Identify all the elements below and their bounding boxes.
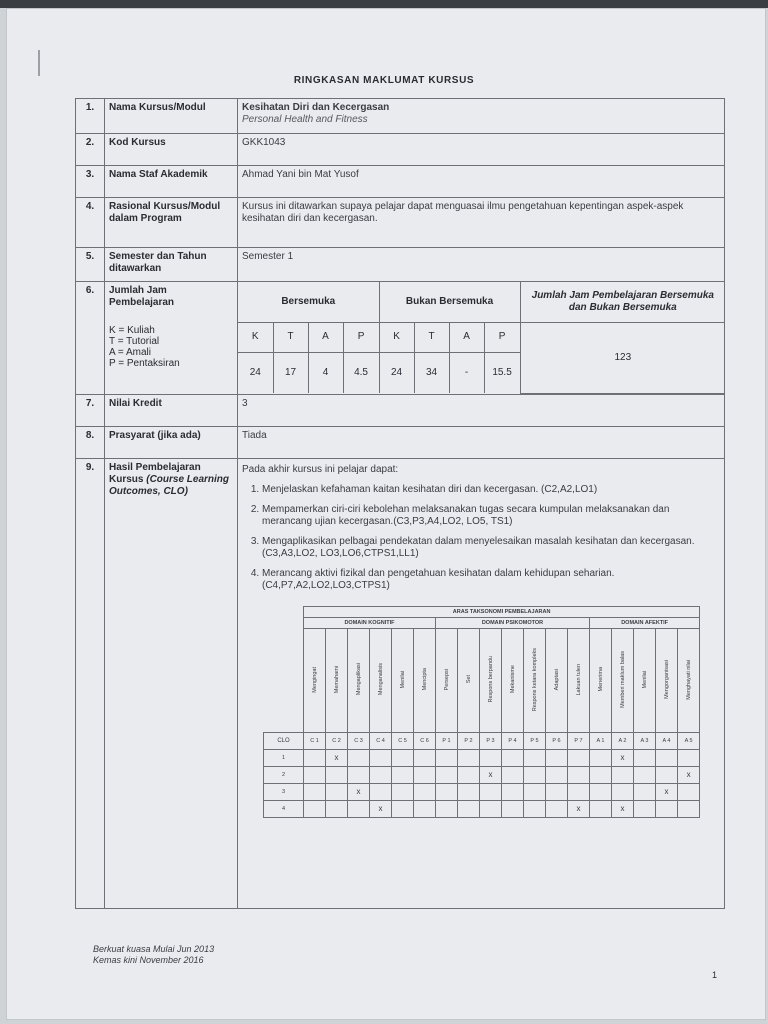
course-info-table [75,98,725,909]
taxonomy-mark [414,750,436,767]
col-header: T [414,322,449,352]
taxonomy-mark [370,767,392,784]
academic-staff: Ahmad Yani bin Mat Yusof [238,166,725,198]
taxonomy-mark [348,767,370,784]
taxonomy-level: Menghayati nilai [678,629,700,733]
taxonomy-mark [678,750,700,767]
taxonomy-level: Mengorganisasi [656,629,678,733]
taxonomy-mark [392,767,414,784]
taxonomy-row [264,801,700,818]
taxonomy-mark [546,784,568,801]
taxonomy-mark [436,801,458,818]
taxonomy-mark [304,801,326,818]
taxonomy-mark [524,750,546,767]
taxonomy-mark [458,750,480,767]
taxonomy-mark: x [348,784,370,801]
taxonomy-level: Mekanisme [502,629,524,733]
row-number: 1. [76,99,105,134]
legend-item: P = Pentaksiran [109,358,180,369]
total-hours: 123 [520,322,725,393]
taxonomy-level: Memberi maklum balas [612,629,634,733]
domain-cognitive: DOMAIN KOGNITIF [304,618,436,629]
course-code: GKK1043 [238,134,725,166]
row-number: 9. [76,459,105,909]
taxonomy-mark: x [678,767,700,784]
col-header: T [273,322,308,352]
taxonomy-mark [392,801,414,818]
taxonomy-level: Menilai [392,629,414,733]
taxonomy-code: P 6 [546,733,568,750]
legend-item: T = Tutorial [109,336,160,347]
row-number: 7. [76,395,105,427]
taxonomy-mark [480,750,502,767]
clo-intro: Pada akhir kursus ini pelajar dapat: [242,464,399,475]
clo-item: 1. Menjelaskan kefahaman kaitan kesihatan diri dan kecergasan. (C2,A2,LO1) [262,484,720,496]
taxonomy-mark [590,750,612,767]
group-non-face-to-face: Bukan Bersemuka [379,282,520,322]
taxonomy-mark [612,767,634,784]
row-number: 5. [76,248,105,282]
taxonomy-mark [634,801,656,818]
taxonomy-mark [590,784,612,801]
col-header: P [343,322,379,352]
clo-number: 1 [264,750,304,767]
clo-number: 4 [264,801,304,818]
taxonomy-title: ARAS TAKSONOMI PEMBELAJARAN [304,607,700,618]
domain-affective: DOMAIN AFEKTIF [590,618,700,629]
taxonomy-mark: x [568,801,590,818]
clo-label: Hasil Pembelajaran Kursus [109,462,201,485]
footer-updated: Kemas kini November 2016 [93,955,204,965]
row-credit [76,395,725,427]
taxonomy-code: A 3 [634,733,656,750]
taxonomy-mark [370,784,392,801]
hours-value: 17 [273,352,308,393]
course-name: Kesihatan Diri dan Kecergasan [242,102,390,113]
clo-cell [238,459,725,909]
taxonomy-mark [414,767,436,784]
staple-mark [38,50,40,76]
taxonomy-code: P 1 [436,733,458,750]
taxonomy-mark [304,784,326,801]
taxonomy-mark: x [612,801,634,818]
row-number: 6. [76,282,105,395]
hours-value: 15.5 [484,352,520,393]
taxonomy-mark: x [656,784,678,801]
row-number: 4. [76,198,105,248]
taxonomy-mark [436,784,458,801]
clo-item: 4. Merancang aktivi fizikal dan pengetahuan kesihatan dalam kehidupan seharian.(C4,P7,A2,LO2,LO3,CTPS1) [262,568,720,592]
taxonomy-mark [458,784,480,801]
taxonomy-mark [524,784,546,801]
document-title: RINGKASAN MAKLUMAT KURSUS [293,75,475,86]
footer [93,944,214,966]
clo-item: 2. Mempamerkan ciri-ciri kebolehan melaksanakan tugas secara kumpulan melaksanakan dan merancang ujian kecergasan.(C3,P3,A4,LO2, LO5, TS1) [262,504,720,528]
taxonomy-mark: x [612,750,634,767]
taxonomy-level: Respons ketara kompleks [524,629,546,733]
row-course-code [76,134,725,166]
taxonomy-mark [546,750,568,767]
taxonomy-mark [568,784,590,801]
taxonomy-mark [634,750,656,767]
col-header: K [238,322,273,352]
taxonomy-mark [502,767,524,784]
row-label: Kod Kursus [105,134,238,166]
taxonomy-code: A 2 [612,733,634,750]
taxonomy-level: Lakuan tulen [568,629,590,733]
row-academic-staff [76,166,725,198]
hours-value: 4 [308,352,343,393]
taxonomy-mark [458,801,480,818]
taxonomy-mark [436,767,458,784]
taxonomy-mark [392,750,414,767]
taxonomy-mark [590,767,612,784]
prerequisite-value: Tiada [238,427,725,459]
row-label: Semester dan Tahun ditawarkan [105,248,238,282]
clo-item: 3. Mengaplikasikan pelbagai pendekatan dalam menyelesaikan masalah kesihatan dan kecergasan.(C3,A3,LO2, LO3,LO6,CTPS1,LL1) [262,536,720,560]
taxonomy-level: Mengingat [304,629,326,733]
row-label [105,459,238,909]
taxonomy-mark [546,767,568,784]
taxonomy-mark [348,801,370,818]
clo-list [242,484,720,592]
taxonomy-level: Mengaplikasi [348,629,370,733]
learning-hours-label: Jumlah Jam Pembelajaran [109,285,175,308]
taxonomy-code: C 3 [348,733,370,750]
taxonomy-mark [634,767,656,784]
row-rationale [76,198,725,248]
row-learning-hours [76,282,725,395]
taxonomy-mark [524,767,546,784]
group-face-to-face: Bersemuka [238,282,379,322]
taxonomy-mark [348,750,370,767]
hours-value: 24 [379,352,414,393]
col-header: A [449,322,484,352]
taxonomy-mark [568,750,590,767]
semester: Semester 1 [238,248,725,282]
taxonomy-mark [612,784,634,801]
taxonomy-mark [392,784,414,801]
col-header: A [308,322,343,352]
clo-number: 3 [264,784,304,801]
taxonomy-mark [678,801,700,818]
taxonomy-level: Adaptasi [546,629,568,733]
taxonomy-code: C 2 [326,733,348,750]
row-label: Prasyarat (jika ada) [105,427,238,459]
taxonomy-level: Menganalisis [370,629,392,733]
clo-number: 2 [264,767,304,784]
taxonomy-mark [414,784,436,801]
taxonomy-level: Memahami [326,629,348,733]
legend-item: K = Kuliah [109,325,155,336]
taxonomy-mark: x [370,801,392,818]
taxonomy-level: Set [458,629,480,733]
taxonomy-mark [370,750,392,767]
taxonomy-mark [502,750,524,767]
taxonomy-code: P 7 [568,733,590,750]
taxonomy-code: C 1 [304,733,326,750]
hours-cell [238,282,725,395]
taxonomy-code: P 4 [502,733,524,750]
taxonomy-mark [678,784,700,801]
row-number: 3. [76,166,105,198]
taxonomy-row [264,784,700,801]
taxonomy-mark [304,767,326,784]
row-course-name [76,99,725,134]
taxonomy-code: C 6 [414,733,436,750]
course-name-en: Personal Health and Fitness [242,114,368,125]
taxonomy-mark [326,801,348,818]
row-number: 8. [76,427,105,459]
taxonomy-code: P 5 [524,733,546,750]
row-label: Nama Staf Akademik [105,166,238,198]
credit-value: 3 [238,395,725,427]
taxonomy-mark [480,784,502,801]
taxonomy-mark [414,801,436,818]
taxonomy-mark [502,801,524,818]
col-header: K [379,322,414,352]
taxonomy-mark [480,801,502,818]
taxonomy-code: A 4 [656,733,678,750]
top-edge [0,0,768,8]
taxonomy-mark: x [480,767,502,784]
taxonomy-mark [458,767,480,784]
taxonomy-row [264,767,700,784]
taxonomy-level: Persepsi [436,629,458,733]
taxonomy-mark [634,784,656,801]
taxonomy-table [263,606,700,818]
taxonomy-mark [326,767,348,784]
taxonomy-mark [590,801,612,818]
taxonomy-level: Mencipta [414,629,436,733]
taxonomy-mark: x [326,750,348,767]
hours-value: 24 [238,352,273,393]
col-header: P [484,322,520,352]
taxonomy-row [264,750,700,767]
taxonomy-mark [656,801,678,818]
row-semester [76,248,725,282]
taxonomy-code: A 1 [590,733,612,750]
hours-legend [109,325,233,369]
row-label: Nama Kursus/Modul [105,99,238,134]
row-prerequisite [76,427,725,459]
footer-effective: Berkuat kuasa Mulai Jun 2013 [93,944,215,954]
taxonomy-mark [656,750,678,767]
taxonomy-level: Menerima [590,629,612,733]
taxonomy-code: C 5 [392,733,414,750]
taxonomy-code: C 4 [370,733,392,750]
group-total: Jumlah Jam Pembelajaran Bersemuka dan Bukan Bersemuka [520,282,725,322]
row-label [105,282,238,395]
taxonomy-level: Respons berpandu [480,629,502,733]
hours-value: - [449,352,484,393]
taxonomy-code: P 3 [480,733,502,750]
taxonomy-mark [304,750,326,767]
taxonomy-mark [502,784,524,801]
taxonomy-mark [326,784,348,801]
clo-label-en: (Course Learning Outcomes, CLO) [109,474,230,497]
taxonomy-code: P 2 [458,733,480,750]
hours-table [238,282,725,394]
page-number: 1 [712,970,718,980]
legend-item: A = Amali [109,347,151,358]
taxonomy-level: Menilai [634,629,656,733]
domain-psychomotor: DOMAIN PSIKOMOTOR [436,618,590,629]
row-learning-outcomes [76,459,725,909]
taxonomy-code: A 5 [678,733,700,750]
hours-value: 4.5 [343,352,379,393]
row-value [238,99,725,134]
taxonomy-mark [568,767,590,784]
taxonomy-mark [546,801,568,818]
clo-column-label: CLO [264,733,304,750]
taxonomy-mark [436,750,458,767]
row-label: Nilai Kredit [105,395,238,427]
taxonomy-mark [656,767,678,784]
row-number: 2. [76,134,105,166]
rationale: Kursus ini ditawarkan supaya pelajar dapat menguasai ilmu pengetahuan kepentingan aspek-aspek kesihatan diri dan kecergasan. [238,198,725,248]
row-label: Rasional Kursus/Modul dalam Program [105,198,238,248]
taxonomy-mark [524,801,546,818]
hours-value: 34 [414,352,449,393]
